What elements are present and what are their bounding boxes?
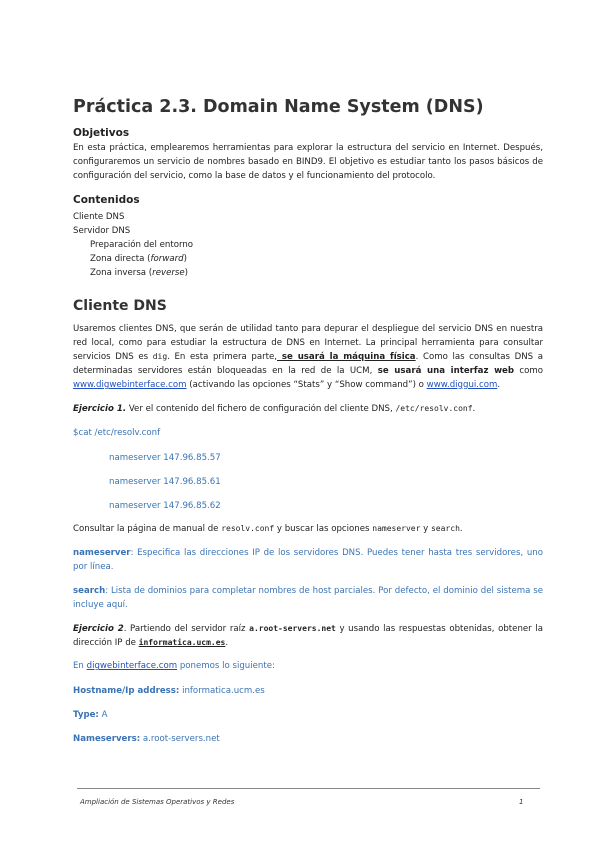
type-answer: Type: A xyxy=(73,710,108,720)
digwebinterface-link[interactable]: www.digwebinterface.com xyxy=(73,380,187,390)
contenidos-subitem-directa: Zona directa (forward) xyxy=(90,254,187,264)
diggui-link[interactable]: www.diggui.com xyxy=(426,380,498,390)
nameservers-answer: Nameservers: a.root-servers.net xyxy=(73,734,220,744)
footer-divider xyxy=(77,788,540,789)
nameserver-line: nameserver 147.96.85.62 xyxy=(109,501,221,511)
contenidos-subitem-preparacion: Preparación del entorno xyxy=(90,240,194,250)
contenidos-heading: Contenidos xyxy=(73,194,140,206)
nameserver-answer: nameserver: Especifica las direcciones IP de los servidores DNS. Puedes tener hasta tres servidores, uno por línea. xyxy=(73,548,543,572)
contenidos-item-servidor: Servidor DNS xyxy=(73,226,131,236)
ejercicio-2: Ejercicio 2. Partiendo del servidor raíz a.root-servers.net y usando las respuestas obtenidas, obtener la dirección IP de informatica.ucm.es. xyxy=(73,624,543,648)
nameserver-line: nameserver 147.96.85.57 xyxy=(109,453,221,463)
objetivos-heading: Objetivos xyxy=(73,127,130,139)
contenidos-item-cliente: Cliente DNS xyxy=(73,212,125,222)
digwebinterface-link[interactable]: digwebinterface.com xyxy=(86,661,178,671)
consultar-manual: Consultar la página de manual de resolv.conf y buscar las opciones nameserver y search. xyxy=(73,524,463,534)
command-line: $cat /etc/resolv.conf xyxy=(73,428,161,438)
cliente-dns-heading: Cliente DNS xyxy=(73,298,167,314)
ejercicio-1: Ejercicio 1. Ver el contenido del fichero de configuración del cliente DNS, /etc/resolv.conf. xyxy=(73,404,476,414)
objetivos-text: En esta práctica, emplearemos herramientas para explorar la estructura del servicio en Internet. Después, configuraremos un servicio de nombres basado en BIND9. El objetivo es estudiar tanto los pasos básicos de configuración del servicio, como la base de datos y el funcionamiento del protocolo. xyxy=(73,143,543,181)
hostname-answer: Hostname/Ip address: informatica.ucm.es xyxy=(73,686,265,696)
nameserver-line: nameserver 147.96.85.61 xyxy=(109,477,221,487)
page-title: Práctica 2.3. Domain Name System (DNS) xyxy=(73,97,484,117)
footer-course-name: Ampliación de Sistemas Operativos y Redes xyxy=(80,798,235,806)
answer-intro: En digwebinterface.com ponemos lo siguiente: xyxy=(73,661,275,671)
search-answer: search: Lista de dominios para completar nombres de host parciales. Por defecto, el dominio del sistema se incluye aquí. xyxy=(73,586,543,610)
footer-page-number: 1 xyxy=(519,798,524,806)
contenidos-subitem-inversa: Zona inversa (reverse) xyxy=(90,268,189,278)
cliente-dns-paragraph: Usaremos clientes DNS, que serán de utilidad tanto para depurar el despliegue del servicio DNS en nuestra red local, como para estudiar la estructura de DNS en Internet. La principal herramienta para consultar servicios DNS es dig. En esta primera parte, se usará la máquina física. Como las consultas DNS a determinadas servidores están bloqueadas en la red de la UCM, se usará una interfaz web como www.digwebinterface.com (activando las opciones “Stats” y “Show command”) o www.diggui.com. xyxy=(73,324,544,390)
